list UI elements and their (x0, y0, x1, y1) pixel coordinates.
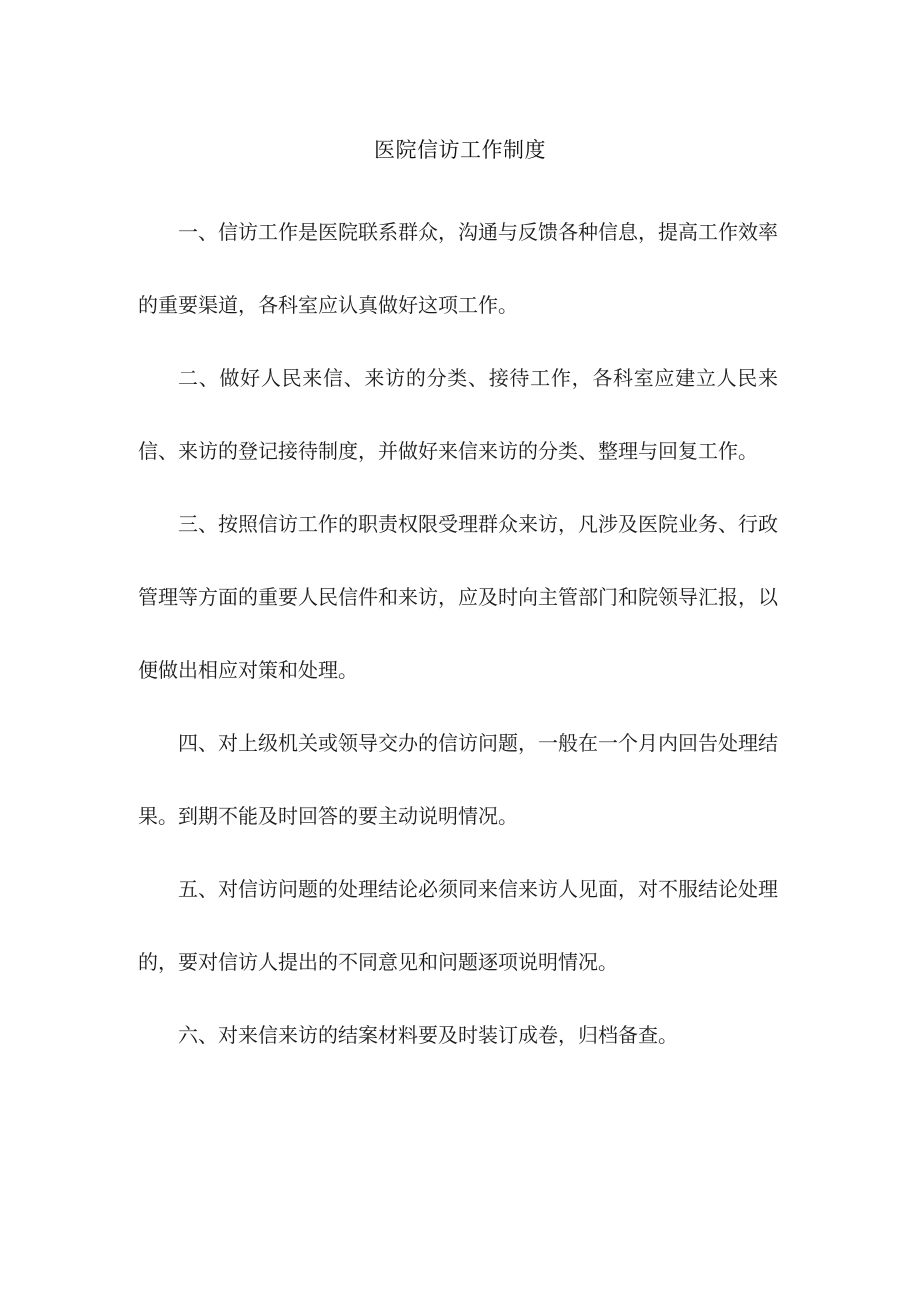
paragraph-2: 二、做好人民来信、来访的分类、接待工作，各科室应建立人民来信、来访的登记接待制度，并做好来信来访的分类、整理与回复工作。 (138, 366, 778, 463)
paragraph-3: 三、按照信访工作的职责权限受理群众来访，凡涉及医院业务、行政管理等方面的重要人民信件和来访，应及时向主管部门和院领导汇报，以便做出相应对策和处理。 (138, 512, 778, 682)
document-body (138, 196, 778, 1072)
paragraph-4: 四、对上级机关或领导交办的信访问题，一般在一个月内回告处理结果。到期不能及时回答的要主动说明情况。 (138, 731, 778, 828)
paragraph-1: 一、信访工作是医院联系群众，沟通与反馈各种信息，提高工作效率的重要渠道，各科室应认真做好这项工作。 (138, 220, 778, 317)
paragraph-5: 五、对信访问题的处理结论必须同来信来访人见面，对不服结论处理的，要对信访人提出的不同意见和问题逐项说明情况。 (138, 877, 778, 974)
paragraph-6: 六、对来信来访的结案材料要及时装订成卷，归档备查。 (178, 1023, 678, 1047)
document-title: 医院信访工作制度 (374, 138, 546, 162)
